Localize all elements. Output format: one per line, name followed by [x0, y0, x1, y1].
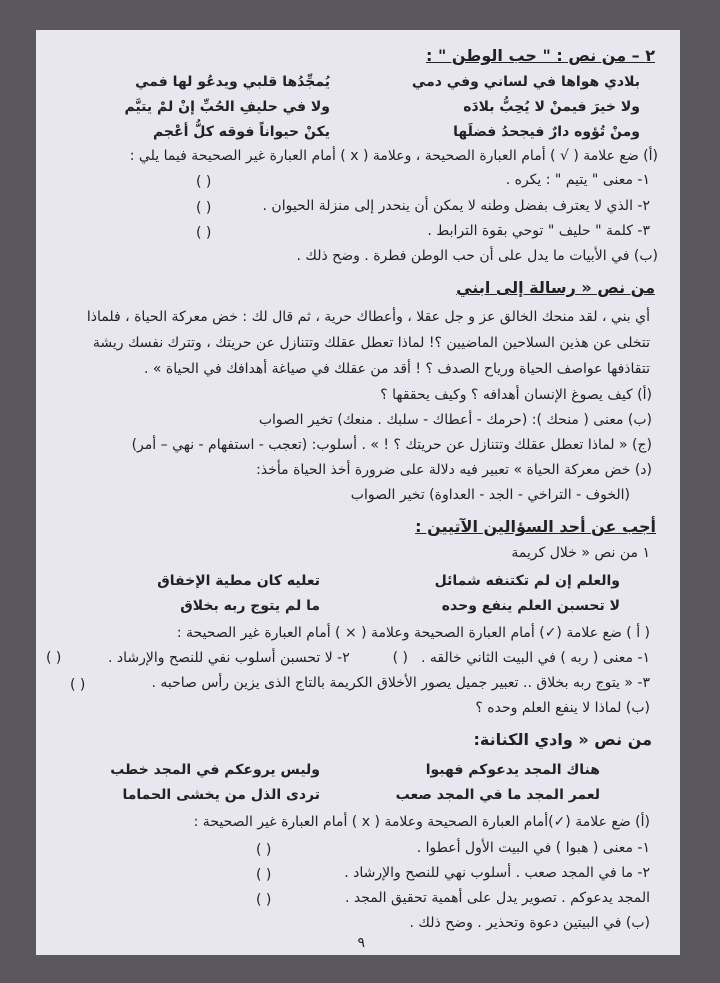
question-b: (ب) في البيتين دعوة وتحذير . وضح ذلك . [409, 915, 650, 931]
answer-blank: ( ) [256, 867, 272, 883]
question-a: (أ) ضع علامة (✓)أمام العبارة الصحيحة وعلامة ( x ) أمام العبارة غير الصحيحة : [193, 814, 650, 830]
section-heading-valley-of-kinana: من نص « وادي الكنانة: [473, 730, 652, 749]
question-d-options: (الخوف - التراخي - الجد - العداوة) تخير الصواب [350, 487, 630, 503]
question-b: (ب) في الأبيات ما يدل على أن حب الوطن فطرة . وضح ذلك . [296, 248, 658, 264]
answer-blank: ( ) [196, 174, 212, 190]
item-3: ٣- « يتوج ربه بخلاق .. تعبير جميل يصور الأخلاق الكريمة بالتاج الذى يزين رأس صاحبه . [151, 675, 650, 691]
item-3: المجد يدعوكم . تصوير يدل على أهمية تحقيق المجد . [344, 890, 650, 906]
question-a: (أ) كيف يصوغ الإنسان أهدافه ؟ وكيف يحققها ؟ [380, 387, 652, 403]
answer-blank: ( ) [46, 650, 62, 666]
item-1: ١- معنى ( هبوا ) في البيت الأول أعطوا . [416, 840, 650, 856]
passage-line-3: تتقاذفها عواصف الحياة ورياح الصدف ؟ ! أقد من عقلك في صياغة أهدافك في الحياة » . [143, 361, 650, 377]
item-3: ٣- كلمة " حليف " توحي بقوة الترابط . [427, 223, 650, 239]
verse-1-left: وليس يروعكم في المجد خطب [110, 762, 320, 778]
section-heading-love-of-homeland: ٢ – من نص : " حب الوطن " : [426, 46, 655, 65]
item-1: ١- معنى " يتيم " : يكره . [505, 172, 650, 188]
verse-1-right: هناك المجد يدعوكم فهبوا [425, 762, 600, 778]
verse-3-left: يكنْ حيواناً فوقه كلُّ أعْجم [152, 124, 330, 140]
verse-2-left: تردى الذل من يخشى الحماما [122, 787, 320, 803]
passage-line-1: أي بني ، لقد منحك الخالق عز و جل عقلا ، وأعطاك حرية ، ثم قال لك : خض معركة الحياة ، فلماذا [86, 309, 650, 325]
page-number: ٩ [357, 935, 365, 951]
item-1: ١- معنى ( ربه ) في البيت الثاني خالقه . [420, 650, 650, 666]
question-a: (أ) ضع علامة ( √ ) أمام العبارة الصحيحة ، وعلامة ( x ) أمام العبارة غير الصحيحة فيما يلي : [129, 148, 658, 164]
answer-blank: ( ) [196, 225, 212, 241]
question-d: (د) خض معركة الحياة » تعبير فيه دلالة على ضرورة أخذ الحياة مأخذ: [256, 462, 652, 478]
section-heading-letter-to-son: من نص « رسالة إلى ابني [456, 278, 655, 297]
verse-2-right: لا تحسبن العلم ينفع وحده [441, 598, 620, 614]
verse-1-left: تعليه كان مطية الإخفاق [157, 573, 320, 589]
verse-1-right: بلادي هواها في لساني وفي دمي [411, 74, 640, 90]
sub-heading-noble-traits: ١ من نص « خلال كريمة [511, 545, 650, 561]
answer-blank: ( ) [256, 892, 272, 908]
answer-blank: ( ) [70, 677, 86, 693]
answer-blank: ( ) [256, 842, 272, 858]
verse-2-right: ولا خيرَ فيمنْ لا يُحِبُّ بلادَه [463, 99, 640, 115]
item-2: ٢- ما في المجد صعب . أسلوب نهي للنصح والإرشاد . [344, 865, 650, 881]
passage-line-2: تتخلى عن هذين السلاحين الماضيين ؟! لماذا تعطل عقلك وتتنازل عن حريتك ، وتترك نفسك ريشة [92, 335, 650, 351]
verse-1-right: والعلم إن لم تكتنفه شمائل [434, 573, 620, 589]
section-heading-answer-one: أجب عن أحد السؤالين الآتيين : [415, 517, 656, 536]
question-a: ( أ ) ضع علامة (✓) أمام العبارة الصحيحة وعلامة ( × ) أمام العبارة غير الصحيحة : [176, 625, 650, 641]
question-b: (ب) معنى ( منحك ): (حرمك - أعطاك - سلبك . منعك) تخير الصواب [258, 412, 652, 428]
item-2: ٢- لا تحسبن أسلوب نفي للنصح والإرشاد . [108, 650, 350, 666]
verse-2-left: ولا في حليفِ الحُبِّ إنْ لمْ يتيَّم [124, 99, 330, 115]
verse-3-right: ومنْ تُؤوه دارٌ فيجحدُ فضلَها [453, 124, 640, 140]
verse-2-right: لعمر المجد ما في المجد صعب [395, 787, 600, 803]
answer-blank: ( ) [196, 200, 212, 216]
exam-page [36, 30, 680, 955]
question-b: (ب) لماذا لا ينفع العلم وحده ؟ [475, 700, 650, 716]
verse-1-left: يُمجِّدُها قلبي ويدعُو لها فمي [135, 74, 330, 90]
question-c: (ج) « لماذا تعطل عقلك وتتنازل عن حريتك ؟ ! » . أسلوب: (تعجب - استفهام - نهي – أمر) [131, 437, 652, 453]
answer-blank: ( ) [392, 650, 408, 666]
item-2: ٢- الذي لا يعترف بفضل وطنه لا يمكن أن ينحدر إلى منزلة الحيوان . [262, 198, 650, 214]
verse-2-left: ما لم يتوج ربه بخلاق [180, 598, 320, 614]
